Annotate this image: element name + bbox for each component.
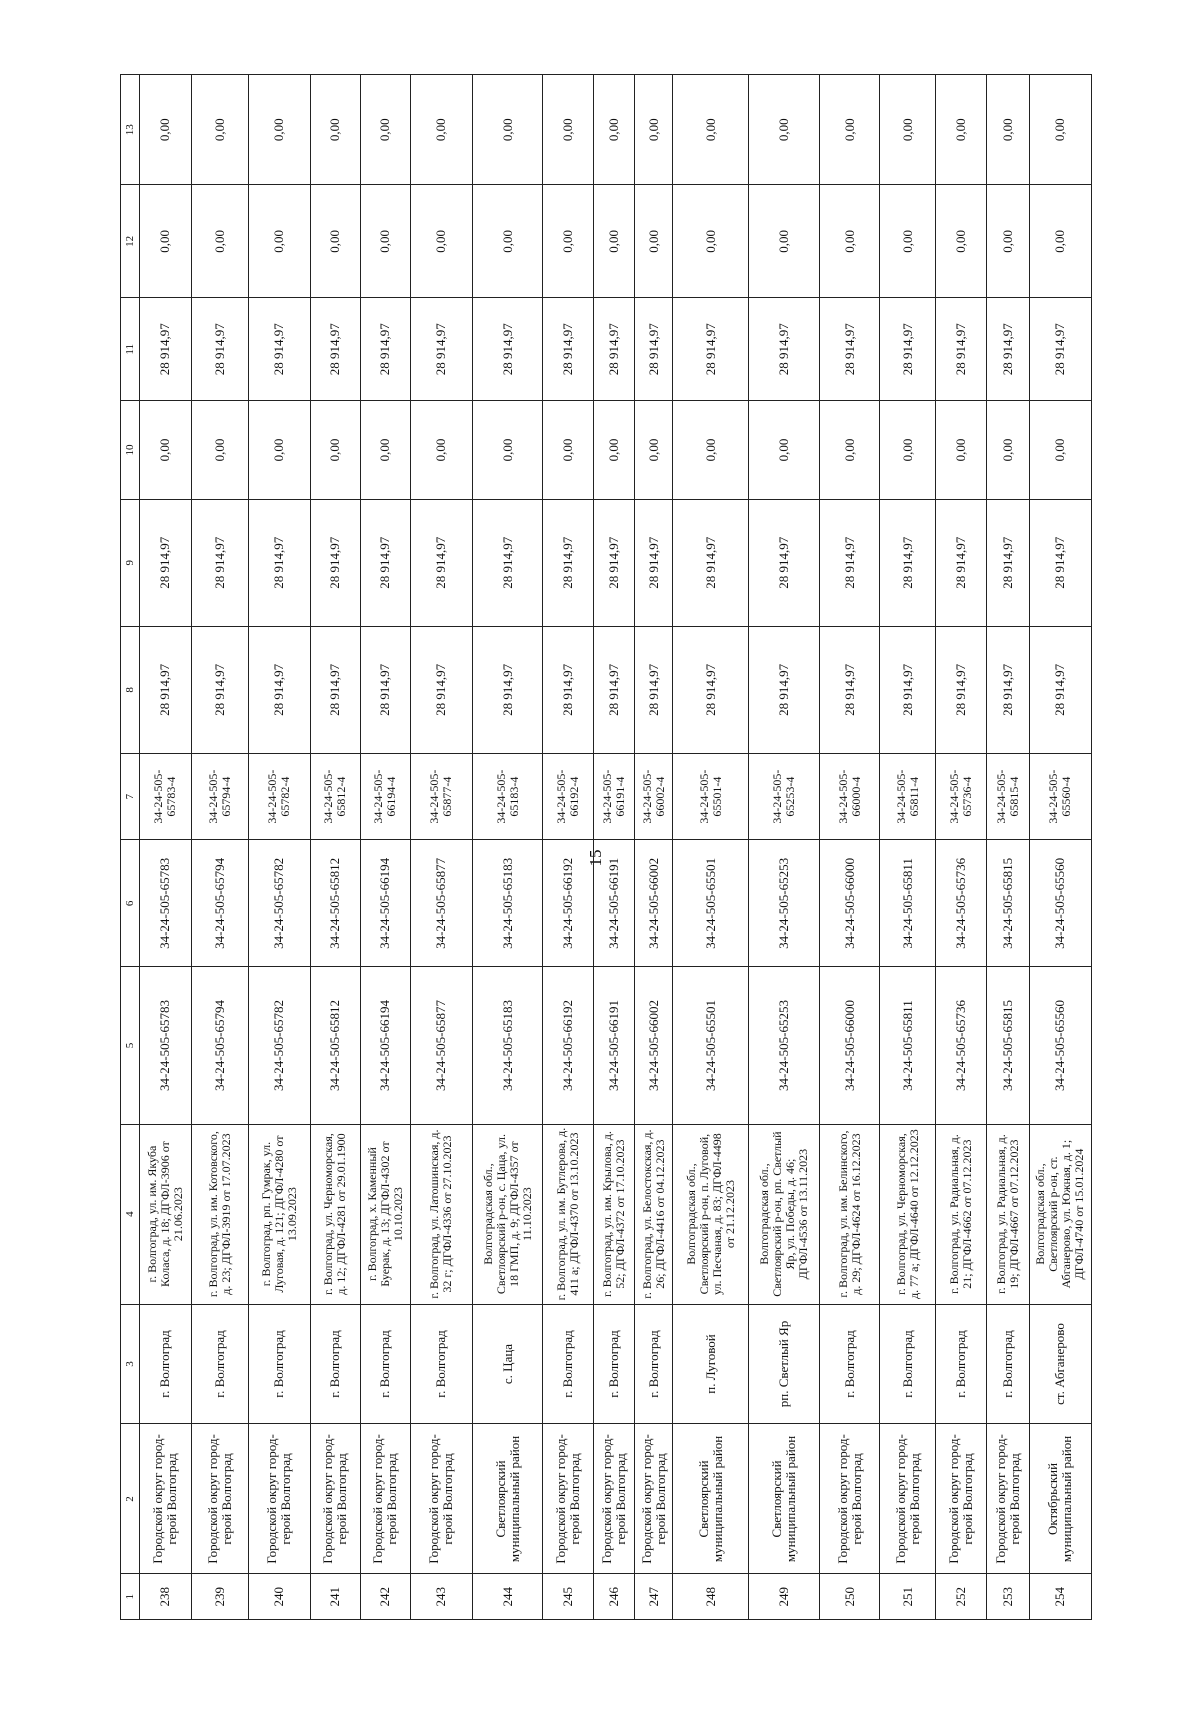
district-cell: Городской округ город-герой Волгоград (191, 1424, 248, 1574)
cadastral-number-cell: 34-24-505-66194 (360, 967, 410, 1124)
amount-cell: 28 914,97 (820, 499, 880, 626)
contract-code-cell: 34-24-505-65501-4 (673, 753, 748, 839)
amount-cell: 28 914,97 (360, 298, 410, 401)
column-number-header: 11 (121, 298, 140, 401)
amount-cell: 0,00 (472, 185, 542, 298)
cadastral-number-cell: 34-24-505-65782 (248, 840, 310, 967)
locality-cell: г. Волгоград (634, 1304, 673, 1424)
contract-code-cell: 34-24-505-65811-4 (880, 753, 936, 839)
amount-cell: 28 914,97 (191, 626, 248, 753)
cadastral-number-cell: 34-24-505-66000 (820, 840, 880, 967)
row-number-cell: 244 (472, 1574, 542, 1620)
column-number-header: 3 (121, 1304, 140, 1424)
locality-cell: г. Волгоград (594, 1304, 635, 1424)
amount-cell: 28 914,97 (140, 499, 192, 626)
amount-cell: 0,00 (248, 401, 310, 499)
row-number-cell: 252 (936, 1574, 987, 1620)
district-cell: Городской округ город-герой Волгоград (634, 1424, 673, 1574)
district-cell: Городской округ город-герой Волгоград (248, 1424, 310, 1574)
district-cell: Городской округ город-герой Волгоград (594, 1424, 635, 1574)
amount-cell: 28 914,97 (543, 298, 594, 401)
locality-cell: г. Волгоград (140, 1304, 192, 1424)
locality-cell: г. Волгоград (360, 1304, 410, 1424)
amount-cell: 0,00 (311, 185, 361, 298)
row-number-cell: 246 (594, 1574, 635, 1620)
cadastral-number-cell: 34-24-505-65811 (880, 967, 936, 1124)
address-cell: Волгоградская обл., Светлоярский р-он, ст. Абганерово, ул. Южная, д. 1; ДГФЛ-4740 от 15.01.2024 (1029, 1124, 1091, 1304)
district-cell: Городской округ город-герой Волгоград (880, 1424, 936, 1574)
cadastral-number-cell: 34-24-505-65815 (987, 967, 1030, 1124)
amount-cell: 0,00 (140, 75, 192, 185)
amount-cell: 0,00 (748, 75, 819, 185)
cadastral-number-cell: 34-24-505-65501 (673, 967, 748, 1124)
address-cell: г. Волгоград, ул. Латошинская, д. 32 г; ДГФЛ-4336 от 27.10.2023 (410, 1124, 472, 1304)
column-number-header: 2 (121, 1424, 140, 1574)
amount-cell: 28 914,97 (673, 499, 748, 626)
amount-cell: 28 914,97 (673, 626, 748, 753)
amount-cell: 0,00 (410, 75, 472, 185)
cadastral-number-cell: 34-24-505-65811 (880, 840, 936, 967)
address-cell: г. Волгоград, ул. им. Бутлерова, д. 411 а; ДГФЛ-4370 от 13.10.2023 (543, 1124, 594, 1304)
rotated-table-container (120, 74, 1092, 1620)
amount-cell: 28 914,97 (634, 499, 673, 626)
amount-cell: 28 914,97 (594, 626, 635, 753)
table-row (987, 75, 1030, 1620)
amount-cell: 0,00 (191, 185, 248, 298)
row-number-cell: 238 (140, 1574, 192, 1620)
cadastral-number-cell: 34-24-505-65736 (936, 840, 987, 967)
amount-cell: 28 914,97 (820, 626, 880, 753)
locality-cell: п. Луговой (673, 1304, 748, 1424)
amount-cell: 0,00 (594, 401, 635, 499)
amount-cell: 0,00 (410, 185, 472, 298)
amount-cell: 0,00 (594, 185, 635, 298)
district-cell: Городской округ город-герой Волгоград (311, 1424, 361, 1574)
contract-code-cell: 34-24-505-66002-4 (634, 753, 673, 839)
amount-cell: 28 914,97 (936, 626, 987, 753)
row-number-cell: 239 (191, 1574, 248, 1620)
amount-cell: 0,00 (880, 75, 936, 185)
cadastral-number-cell: 34-24-505-65560 (1029, 840, 1091, 967)
amount-cell: 28 914,97 (410, 499, 472, 626)
amount-cell: 28 914,97 (1029, 499, 1091, 626)
column-number-header-row (121, 75, 140, 1620)
amount-cell: 0,00 (673, 401, 748, 499)
address-cell: г. Волгоград, рп. Гумрак, ул. Луговая, д. 121; ДГФЛ-4280 от 13.09.2023 (248, 1124, 310, 1304)
district-cell: Светлоярский муниципальный район (472, 1424, 542, 1574)
amount-cell: 0,00 (880, 185, 936, 298)
amount-cell: 0,00 (140, 401, 192, 499)
amount-cell: 0,00 (634, 185, 673, 298)
address-cell: г. Волгоград, ул. им. Крылова, д. 52; ДГФЛ-4372 от 17.10.2023 (594, 1124, 635, 1304)
contract-code-cell: 34-24-505-66000-4 (820, 753, 880, 839)
table-row (410, 75, 472, 1620)
contract-code-cell: 34-24-505-65183-4 (472, 753, 542, 839)
amount-cell: 28 914,97 (543, 626, 594, 753)
locality-cell: г. Волгоград (880, 1304, 936, 1424)
row-number-cell: 253 (987, 1574, 1030, 1620)
address-cell: Волгоградская обл., Светлоярский р-он, п. Луговой, ул. Песчаная, д. 83; ДГФЛ-4498 от 21.12.2023 (673, 1124, 748, 1304)
amount-cell: 0,00 (472, 401, 542, 499)
amount-cell: 28 914,97 (936, 298, 987, 401)
amount-cell: 0,00 (360, 185, 410, 298)
address-cell: г. Волгоград, ул. Белостокская, д. 26; ДГФЛ-4416 от 04.12.2023 (634, 1124, 673, 1304)
amount-cell: 28 914,97 (594, 298, 635, 401)
table-row (311, 75, 361, 1620)
table-row (634, 75, 673, 1620)
address-cell: г. Волгоград, ул. Радиальная, д. 19; ДГФЛ-4667 от 07.12.2023 (987, 1124, 1030, 1304)
amount-cell: 0,00 (311, 75, 361, 185)
amount-cell: 0,00 (1029, 75, 1091, 185)
amount-cell: 28 914,97 (634, 626, 673, 753)
cadastral-number-cell: 34-24-505-65782 (248, 967, 310, 1124)
row-number-cell: 241 (311, 1574, 361, 1620)
amount-cell: 0,00 (936, 401, 987, 499)
district-cell: Октябрьский муниципальный район (1029, 1424, 1091, 1574)
amount-cell: 28 914,97 (360, 626, 410, 753)
contract-code-cell: 34-24-505-66192-4 (543, 753, 594, 839)
amount-cell: 28 914,97 (360, 499, 410, 626)
amount-cell: 28 914,97 (634, 298, 673, 401)
amount-cell: 0,00 (594, 75, 635, 185)
amount-cell: 28 914,97 (987, 499, 1030, 626)
amount-cell: 0,00 (987, 75, 1030, 185)
data-table (120, 74, 1092, 1620)
amount-cell: 28 914,97 (472, 298, 542, 401)
district-cell: Городской округ город-герой Волгоград (820, 1424, 880, 1574)
amount-cell: 28 914,97 (820, 298, 880, 401)
table-row (880, 75, 936, 1620)
amount-cell: 28 914,97 (140, 298, 192, 401)
amount-cell: 0,00 (673, 75, 748, 185)
amount-cell: 28 914,97 (472, 626, 542, 753)
amount-cell: 28 914,97 (311, 626, 361, 753)
cadastral-number-cell: 34-24-505-66002 (634, 840, 673, 967)
address-cell: г. Волгоград, ул. им. Белинского, д. 29; ДГФЛ-4624 от 16.12.2023 (820, 1124, 880, 1304)
cadastral-number-cell: 34-24-505-66192 (543, 840, 594, 967)
address-cell: г. Волгоград, ул. им. Якуба Коласа, д. 18; ДГФЛ-3906 от 21.06.2023 (140, 1124, 192, 1304)
district-cell: Городской округ город-герой Волгоград (360, 1424, 410, 1574)
amount-cell: 0,00 (1029, 401, 1091, 499)
district-cell: Светлоярский муниципальный район (748, 1424, 819, 1574)
cadastral-number-cell: 34-24-505-66192 (543, 967, 594, 1124)
cadastral-number-cell: 34-24-505-66191 (594, 840, 635, 967)
amount-cell: 0,00 (880, 401, 936, 499)
district-cell: Городской округ город-герой Волгоград (987, 1424, 1030, 1574)
amount-cell: 0,00 (410, 401, 472, 499)
contract-code-cell: 34-24-505-66194-4 (360, 753, 410, 839)
row-number-cell: 242 (360, 1574, 410, 1620)
amount-cell: 28 914,97 (410, 626, 472, 753)
contract-code-cell: 34-24-505-65253-4 (748, 753, 819, 839)
address-cell: г. Волгоград, ул. Черноморская, д. 12; ДГФЛ-4281 от 29.01.1900 (311, 1124, 361, 1304)
address-cell: г. Волгоград, х. Каменный Буерак, д. 13; ДГФЛ-4302 от 10.10.2023 (360, 1124, 410, 1304)
amount-cell: 28 914,97 (673, 298, 748, 401)
amount-cell: 28 914,97 (748, 298, 819, 401)
contract-code-cell: 34-24-505-65812-4 (311, 753, 361, 839)
amount-cell: 0,00 (820, 75, 880, 185)
cadastral-number-cell: 34-24-505-65794 (191, 840, 248, 967)
amount-cell: 28 914,97 (410, 298, 472, 401)
column-number-header: 10 (121, 401, 140, 499)
amount-cell: 0,00 (360, 401, 410, 499)
amount-cell: 28 914,97 (248, 626, 310, 753)
contract-code-cell: 34-24-505-65782-4 (248, 753, 310, 839)
cadastral-number-cell: 34-24-505-65183 (472, 840, 542, 967)
row-number-cell: 249 (748, 1574, 819, 1620)
amount-cell: 28 914,97 (594, 499, 635, 626)
column-number-header: 8 (121, 626, 140, 753)
amount-cell: 28 914,97 (543, 499, 594, 626)
table-row (360, 75, 410, 1620)
amount-cell: 28 914,97 (936, 499, 987, 626)
locality-cell: г. Волгоград (987, 1304, 1030, 1424)
column-number-header: 12 (121, 185, 140, 298)
cadastral-number-cell: 34-24-505-65560 (1029, 967, 1091, 1124)
table-row (1029, 75, 1091, 1620)
row-number-cell: 247 (634, 1574, 673, 1620)
amount-cell: 0,00 (140, 185, 192, 298)
row-number-cell: 250 (820, 1574, 880, 1620)
locality-cell: г. Волгоград (191, 1304, 248, 1424)
table-row (543, 75, 594, 1620)
cadastral-number-cell: 34-24-505-65253 (748, 967, 819, 1124)
locality-cell: с. Цаца (472, 1304, 542, 1424)
amount-cell: 0,00 (191, 75, 248, 185)
locality-cell: ст. Абганерово (1029, 1304, 1091, 1424)
amount-cell: 28 914,97 (748, 626, 819, 753)
amount-cell: 28 914,97 (311, 298, 361, 401)
column-number-header: 4 (121, 1124, 140, 1304)
table-row (191, 75, 248, 1620)
row-number-cell: 254 (1029, 1574, 1091, 1620)
row-number-cell: 251 (880, 1574, 936, 1620)
address-cell: г. Волгоград, ул. им. Котовского, д. 23; ДГФЛ-3919 от 17.07.2023 (191, 1124, 248, 1304)
cadastral-number-cell: 34-24-505-66002 (634, 967, 673, 1124)
district-cell: Светлоярский муниципальный район (673, 1424, 748, 1574)
cadastral-number-cell: 34-24-505-65812 (311, 967, 361, 1124)
amount-cell: 0,00 (472, 75, 542, 185)
page-number: 15 (586, 849, 605, 867)
amount-cell: 28 914,97 (1029, 298, 1091, 401)
cadastral-number-cell: 34-24-505-65877 (410, 840, 472, 967)
amount-cell: 0,00 (543, 185, 594, 298)
column-number-header: 6 (121, 840, 140, 967)
cadastral-number-cell: 34-24-505-65183 (472, 967, 542, 1124)
contract-code-cell: 34-24-505-65736-4 (936, 753, 987, 839)
cadastral-number-cell: 34-24-505-66191 (594, 967, 635, 1124)
district-cell: Городской округ город-герой Волгоград (140, 1424, 192, 1574)
amount-cell: 28 914,97 (880, 298, 936, 401)
table-row (594, 75, 635, 1620)
cadastral-number-cell: 34-24-505-65794 (191, 967, 248, 1124)
contract-code-cell: 34-24-505-66191-4 (594, 753, 635, 839)
locality-cell: рп. Светлый Яр (748, 1304, 819, 1424)
row-number-cell: 243 (410, 1574, 472, 1620)
table-row (748, 75, 819, 1620)
address-cell: г. Волгоград, ул. Черноморская, д. 77 а; ДГФЛ-4640 от 12.12.2023 (880, 1124, 936, 1304)
amount-cell: 0,00 (936, 75, 987, 185)
contract-code-cell: 34-24-505-65794-4 (191, 753, 248, 839)
amount-cell: 28 914,97 (311, 499, 361, 626)
amount-cell: 0,00 (634, 401, 673, 499)
row-number-cell: 240 (248, 1574, 310, 1620)
address-cell: Волгоградская обл., Светлоярский р-он, рп. Светлый Яр, ул. Победы, д. 46; ДГФЛ-4536 от 13.11.2023 (748, 1124, 819, 1304)
cadastral-number-cell: 34-24-505-65812 (311, 840, 361, 967)
cadastral-number-cell: 34-24-505-66000 (820, 967, 880, 1124)
amount-cell: 0,00 (987, 185, 1030, 298)
locality-cell: г. Волгоград (543, 1304, 594, 1424)
column-number-header: 9 (121, 499, 140, 626)
amount-cell: 0,00 (191, 401, 248, 499)
amount-cell: 0,00 (936, 185, 987, 298)
table-row (472, 75, 542, 1620)
amount-cell: 0,00 (1029, 185, 1091, 298)
amount-cell: 28 914,97 (1029, 626, 1091, 753)
cadastral-number-cell: 34-24-505-66194 (360, 840, 410, 967)
amount-cell: 0,00 (634, 75, 673, 185)
locality-cell: г. Волгоград (311, 1304, 361, 1424)
amount-cell: 28 914,97 (248, 499, 310, 626)
amount-cell: 28 914,97 (987, 298, 1030, 401)
amount-cell: 28 914,97 (472, 499, 542, 626)
amount-cell: 0,00 (820, 185, 880, 298)
locality-cell: г. Волгоград (410, 1304, 472, 1424)
amount-cell: 28 914,97 (191, 298, 248, 401)
cadastral-number-cell: 34-24-505-65736 (936, 967, 987, 1124)
amount-cell: 28 914,97 (880, 499, 936, 626)
amount-cell: 0,00 (248, 75, 310, 185)
address-cell: г. Волгоград, ул. Радиальная, д. 21; ДГФЛ-4662 от 07.12.2023 (936, 1124, 987, 1304)
row-number-cell: 248 (673, 1574, 748, 1620)
table-row (248, 75, 310, 1620)
cadastral-number-cell: 34-24-505-65501 (673, 840, 748, 967)
cadastral-number-cell: 34-24-505-65253 (748, 840, 819, 967)
cadastral-number-cell: 34-24-505-65783 (140, 967, 192, 1124)
table-row (673, 75, 748, 1620)
district-cell: Городской округ город-герой Волгоград (936, 1424, 987, 1574)
contract-code-cell: 34-24-505-65783-4 (140, 753, 192, 839)
address-cell: Волгоградская обл., Светлоярский р-он, с. Цаца, ул. 18 ГМП, д. 9; ДГФЛ-4357 от 11.10.2023 (472, 1124, 542, 1304)
amount-cell: 0,00 (820, 401, 880, 499)
table-row (140, 75, 192, 1620)
district-cell: Городской округ город-герой Волгоград (410, 1424, 472, 1574)
amount-cell: 0,00 (673, 185, 748, 298)
amount-cell: 0,00 (748, 401, 819, 499)
table-row (936, 75, 987, 1620)
cadastral-number-cell: 34-24-505-65877 (410, 967, 472, 1124)
column-number-header: 13 (121, 75, 140, 185)
amount-cell: 0,00 (543, 401, 594, 499)
amount-cell: 28 914,97 (987, 626, 1030, 753)
amount-cell: 28 914,97 (191, 499, 248, 626)
amount-cell: 28 914,97 (748, 499, 819, 626)
district-cell: Городской округ город-герой Волгоград (543, 1424, 594, 1574)
row-number-cell: 245 (543, 1574, 594, 1620)
table-body (140, 75, 1092, 1620)
locality-cell: г. Волгоград (248, 1304, 310, 1424)
amount-cell: 0,00 (987, 401, 1030, 499)
cadastral-number-cell: 34-24-505-65815 (987, 840, 1030, 967)
amount-cell: 0,00 (360, 75, 410, 185)
table-row (820, 75, 880, 1620)
contract-code-cell: 34-24-505-65560-4 (1029, 753, 1091, 839)
amount-cell: 0,00 (543, 75, 594, 185)
amount-cell: 28 914,97 (140, 626, 192, 753)
column-number-header: 7 (121, 753, 140, 839)
column-number-header: 1 (121, 1574, 140, 1620)
locality-cell: г. Волгоград (820, 1304, 880, 1424)
contract-code-cell: 34-24-505-65877-4 (410, 753, 472, 839)
contract-code-cell: 34-24-505-65815-4 (987, 753, 1030, 839)
amount-cell: 0,00 (248, 185, 310, 298)
amount-cell: 28 914,97 (880, 626, 936, 753)
locality-cell: г. Волгоград (936, 1304, 987, 1424)
amount-cell: 28 914,97 (248, 298, 310, 401)
amount-cell: 0,00 (748, 185, 819, 298)
column-number-header: 5 (121, 967, 140, 1124)
amount-cell: 0,00 (311, 401, 361, 499)
cadastral-number-cell: 34-24-505-65783 (140, 840, 192, 967)
